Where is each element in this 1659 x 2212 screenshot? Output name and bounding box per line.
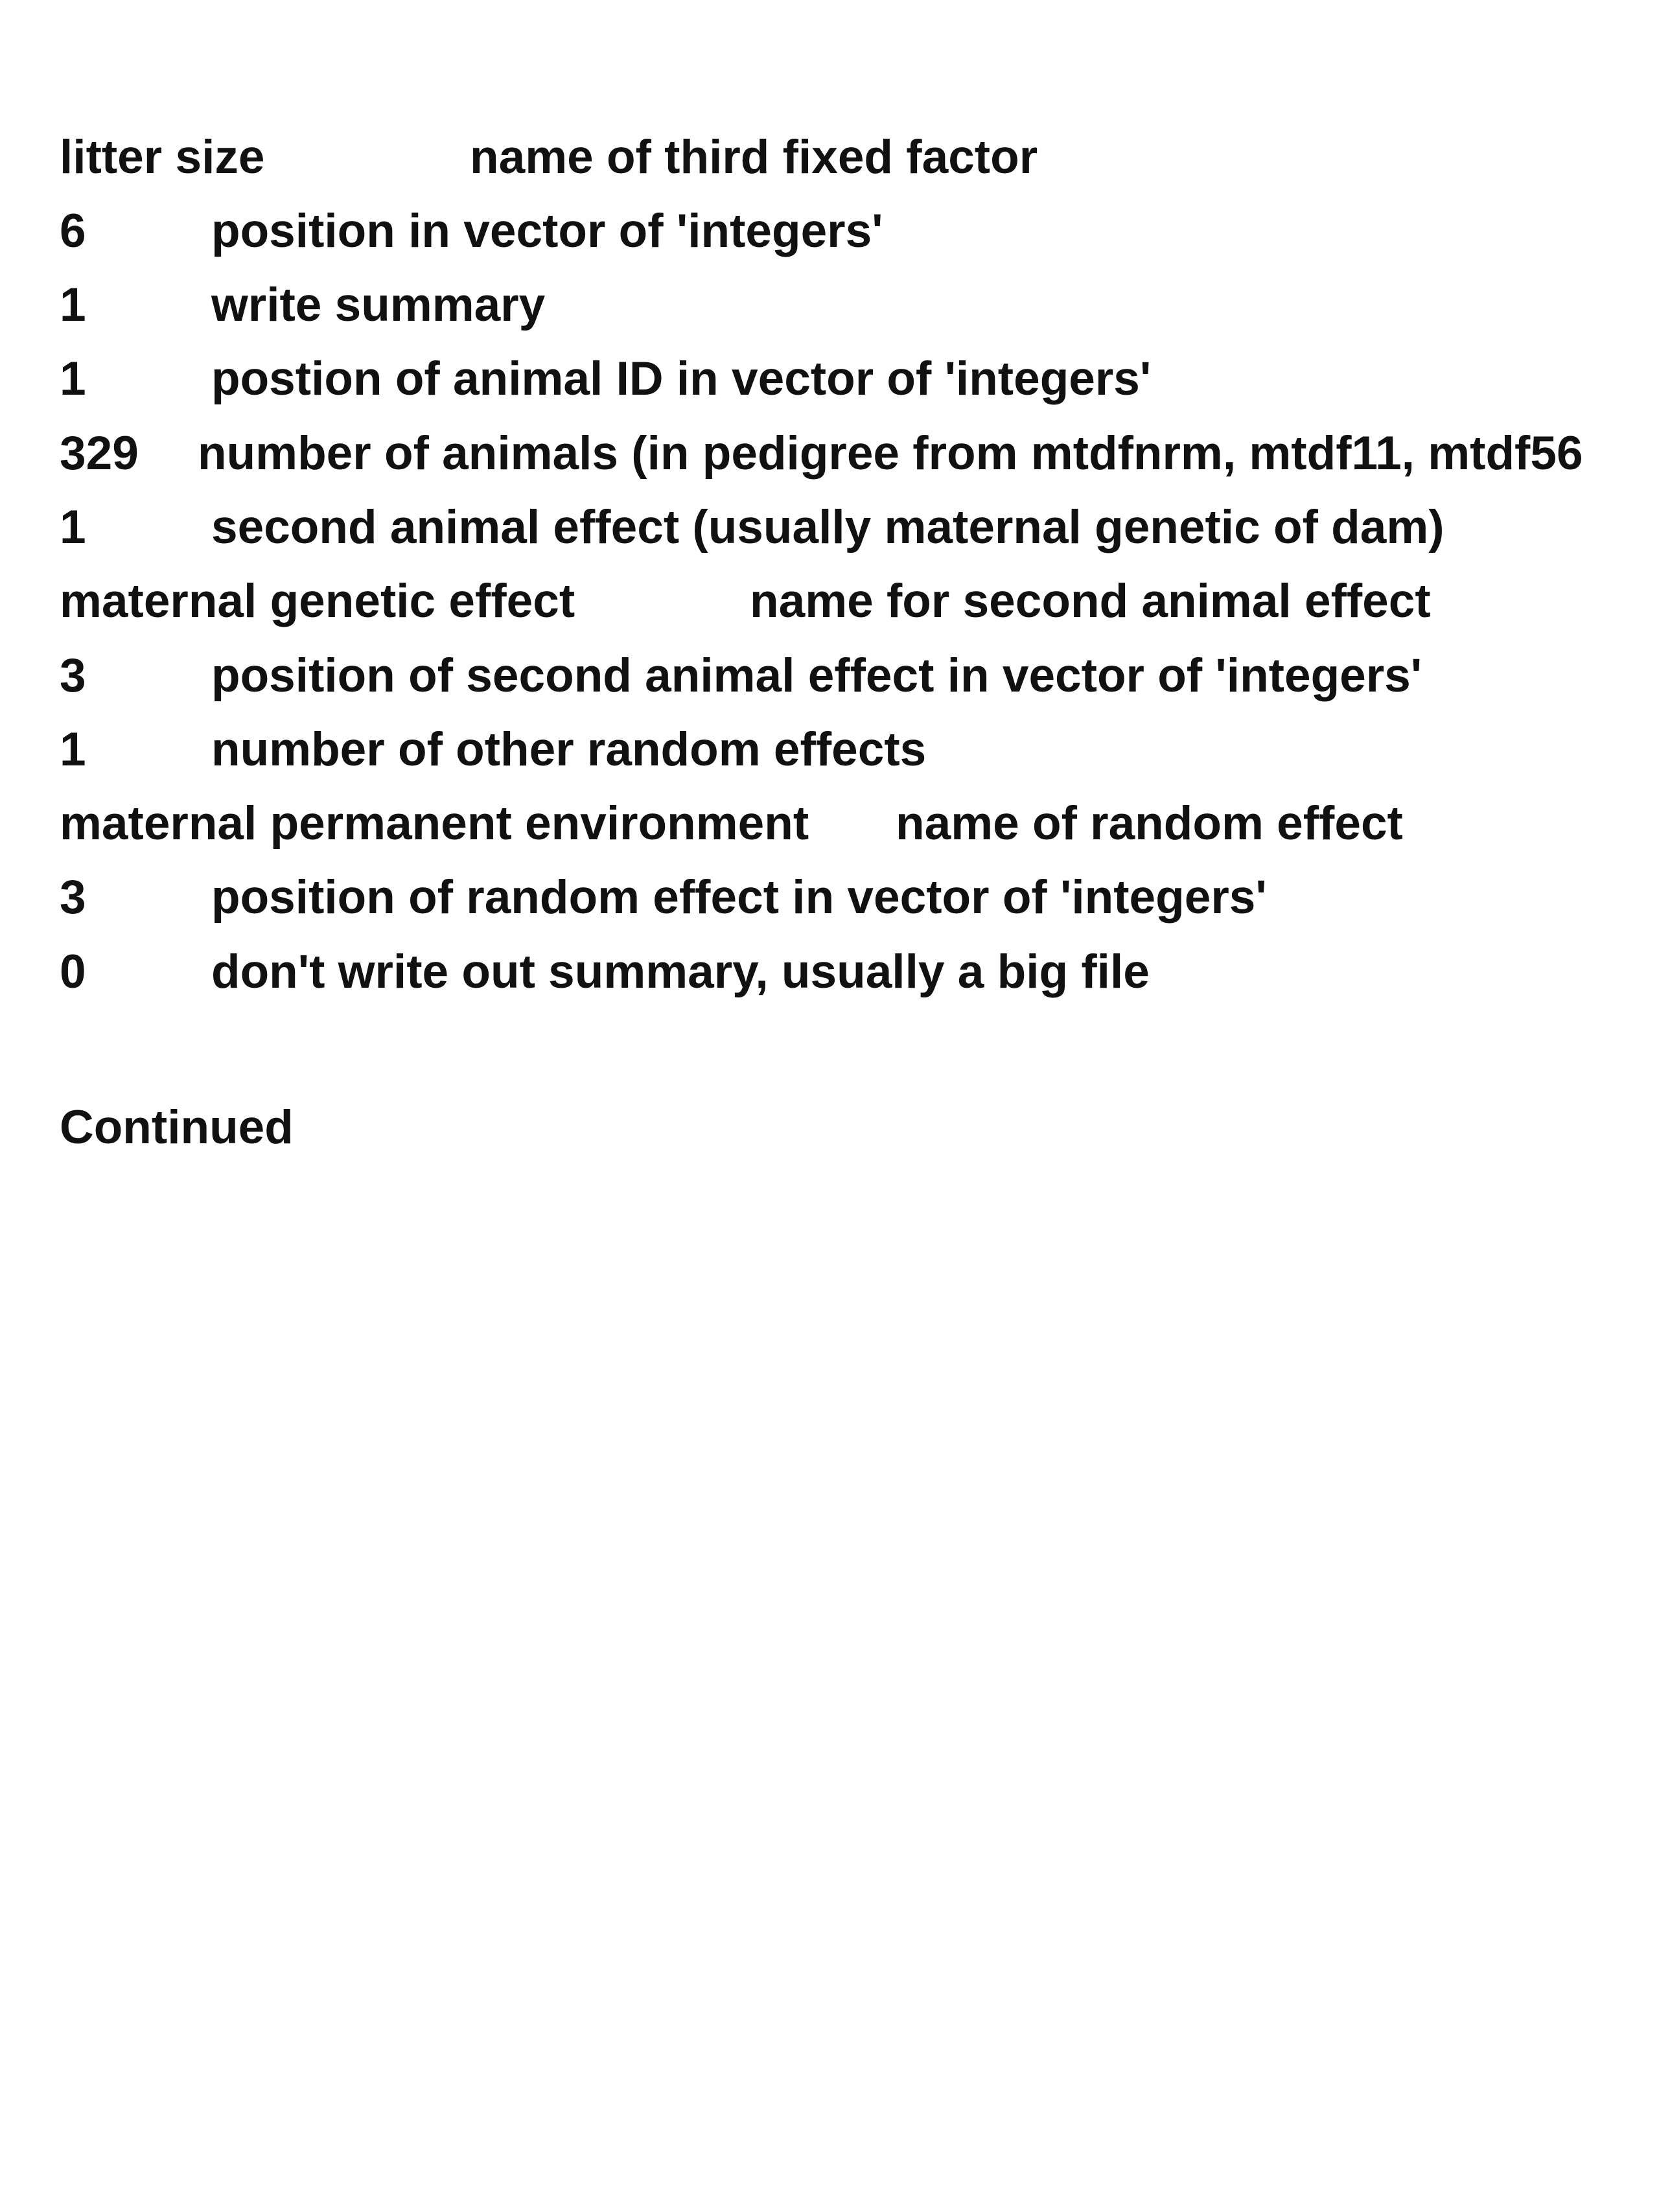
- param-description: don't write out summary, usually a big file: [211, 946, 1150, 998]
- continued-label: Continued: [60, 1101, 294, 1154]
- param-value: 3: [60, 649, 86, 702]
- param-description: name of third fixed factor: [470, 131, 1038, 183]
- param-value: 329: [60, 427, 139, 480]
- param-description: number of animals (in pedigree from mtdfnrm, mtdf11, mtdf56: [198, 427, 1583, 480]
- param-description: second animal effect (usually maternal genetic of dam): [211, 501, 1444, 553]
- param-description: write summary: [211, 279, 546, 331]
- param-description: position of random effect in vector of 'integers': [211, 871, 1267, 924]
- param-value: 3: [60, 871, 86, 924]
- param-value: 0: [60, 946, 86, 998]
- param-value: litter size: [60, 131, 265, 183]
- param-value: 1: [60, 279, 86, 331]
- param-description: position of second animal effect in vector of 'integers': [211, 649, 1422, 702]
- param-description: position in vector of 'integers': [211, 205, 883, 257]
- param-description: number of other random effects: [211, 723, 927, 776]
- param-description: name of random effect: [896, 797, 1403, 850]
- param-value: maternal permanent environment: [60, 797, 809, 850]
- param-value: maternal genetic effect: [60, 575, 575, 627]
- param-value: 1: [60, 723, 86, 776]
- param-value: 1: [60, 501, 86, 553]
- param-description: postion of animal ID in vector of 'integers': [211, 353, 1152, 405]
- param-value: 1: [60, 353, 86, 405]
- param-value: 6: [60, 205, 86, 257]
- param-description: name for second animal effect: [750, 575, 1431, 627]
